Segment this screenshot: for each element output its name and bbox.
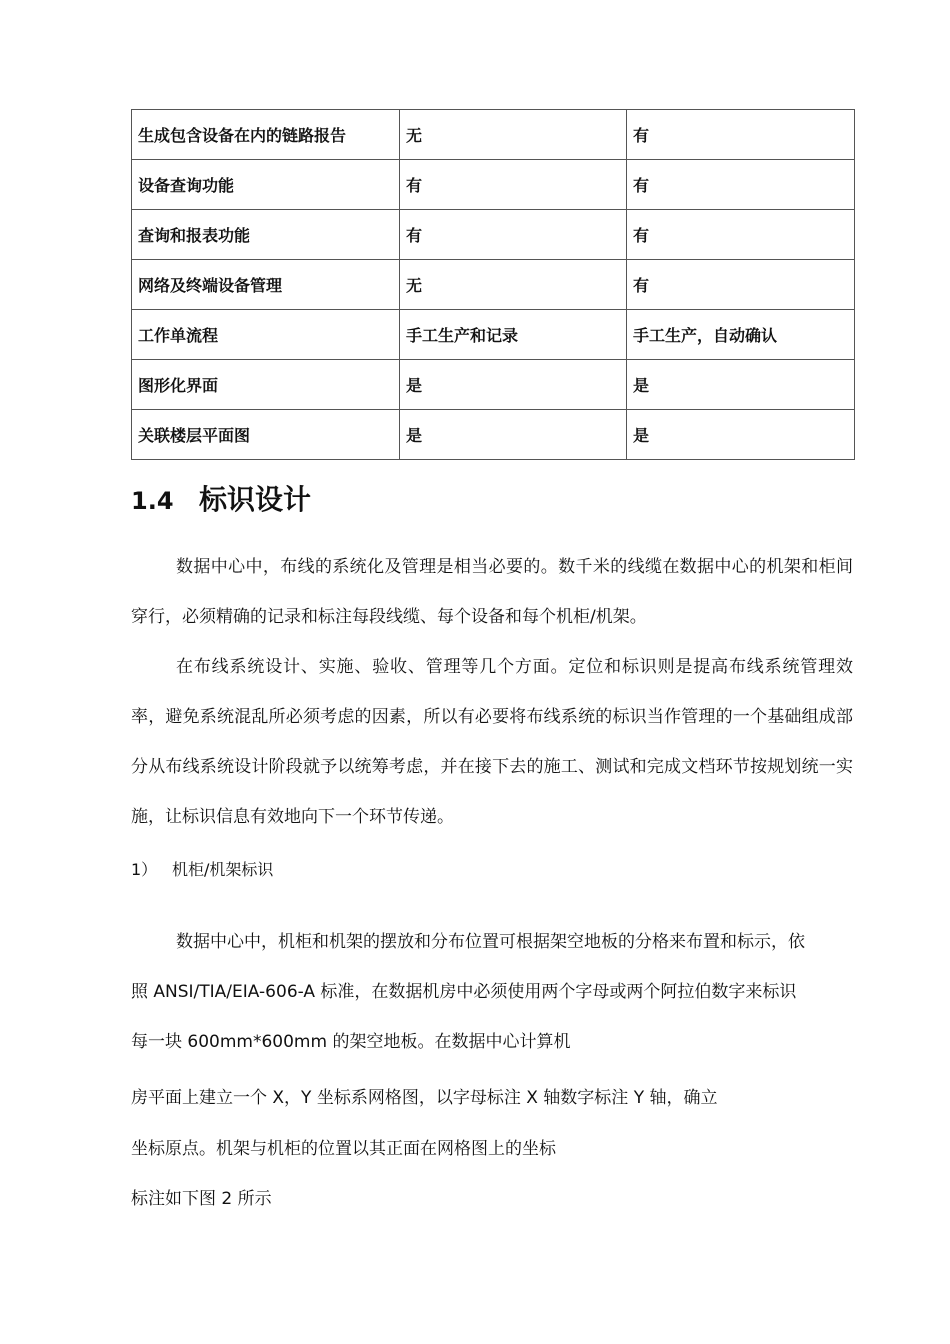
body-line-6: 标注如下图 2 所示 — [131, 1189, 272, 1209]
paragraph-1: 数据中心中，布线的系统化及管理是相当必要的。数千米的线缆在数据中心的机架和柜间穿行，必须精确的记录和标注每段线缆、每个设备和每个机柜/机架。 — [131, 557, 853, 627]
list-item-number: 1） — [131, 860, 158, 879]
table-row — [132, 110, 855, 160]
table-cell: 有 — [627, 110, 855, 160]
table-cell: 有 — [627, 260, 855, 310]
body-line-4: 房平面上建立一个 X，Y 坐标系网格图，以字母标注 X 轴数字标注 Y 轴，确立 — [131, 1088, 718, 1108]
section-number: 1.4 — [131, 487, 174, 515]
table-cell: 生成包含设备在内的链路报告 — [132, 110, 400, 160]
table-cell: 设备查询功能 — [132, 160, 400, 210]
table-cell: 关联楼层平面图 — [132, 410, 400, 460]
table-row — [132, 260, 855, 310]
table-cell: 图形化界面 — [132, 360, 400, 410]
table-cell: 查询和报表功能 — [132, 210, 400, 260]
table-cell: 手工生产，自动确认 — [627, 310, 855, 360]
table-cell: 是 — [627, 360, 855, 410]
section-title: 标识设计 — [199, 483, 312, 516]
table-cell: 有 — [627, 160, 855, 210]
body-line-3: 每一块 600mm*600mm 的架空地板。在数据中心计算机 — [131, 1032, 571, 1052]
table-cell: 有 — [400, 160, 627, 210]
comparison-table — [131, 109, 855, 460]
section-heading — [131, 478, 311, 518]
table-cell: 有 — [400, 210, 627, 260]
table-cell: 有 — [627, 210, 855, 260]
table-cell: 网络及终端设备管理 — [132, 260, 400, 310]
table-row — [132, 310, 855, 360]
table-cell: 手工生产和记录 — [400, 310, 627, 360]
list-item-label: 机柜/机架标识 — [172, 860, 274, 879]
table-row — [132, 160, 855, 210]
table-cell: 工作单流程 — [132, 310, 400, 360]
table-cell: 无 — [400, 110, 627, 160]
table-cell: 是 — [400, 410, 627, 460]
body-paragraph — [131, 917, 853, 1067]
body-line-2: 照 ANSI/TIA/EIA-606-A 标准，在数据机房中必须使用两个字母或两个阿拉伯数字来标识 — [131, 982, 797, 1002]
table-cell: 是 — [400, 360, 627, 410]
table-row — [132, 360, 855, 410]
paragraph-2: 在布线系统设计、实施、验收、管理等几个方面。定位和标识则是提高布线系统管理效率，避免系统混乱所必须考虑的因素，所以有必要将布线系统的标识当作管理的一个基础组成部分从布线系统设计阶段就予以统筹考虑，并在接下去的施工、测试和完成文档环节按规划统一实施，让标识信息有效地向下一个环节传递。 — [131, 657, 853, 827]
body-line-5: 坐标原点。机架与机柜的位置以其正面在网格图上的坐标 — [131, 1139, 556, 1159]
table-cell: 是 — [627, 410, 855, 460]
table-row — [132, 410, 855, 460]
list-item — [131, 857, 273, 880]
table-cell: 无 — [400, 260, 627, 310]
body-line-1: 数据中心中，机柜和机架的摆放和分布位置可根据架空地板的分格来布置和标示，依 — [176, 932, 805, 952]
table-row — [132, 210, 855, 260]
